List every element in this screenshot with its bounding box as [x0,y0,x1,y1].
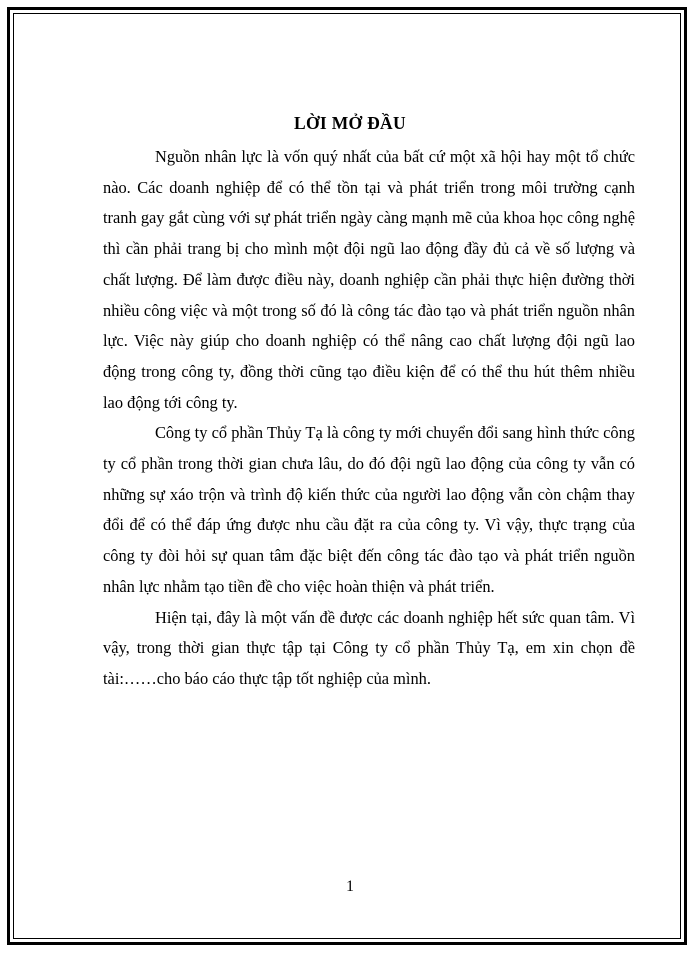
paragraph-2: Công ty cổ phần Thủy Tạ là công ty mới chuyển đổi sang hình thức công ty cổ phần trong thời gian chưa lâu, do đó đội ngũ lao động của công ty vẫn có những sự xáo trộn và trình độ kiến thức của người lao động vẫn còn chậm thay đổi để có thể đáp ứng được nhu cầu đặt ra của công ty. Vì vậy, thực trạng của công ty đòi hỏi sự quan tâm đặc biệt đến công tác đào tạo và phát triển nguồn nhân lực nhằm tạo tiền đề cho việc hoàn thiện và phát triển. [103,423,635,596]
page-number: 1 [346,878,354,895]
document-title: LỜI MỞ ĐẦU [294,113,406,133]
document-body [103,142,635,695]
paragraph-1: Nguồn nhân lực là vốn quý nhất của bất cứ một xã hội hay một tổ chức nào. Các doanh nghiệp để có thể tồn tại và phát triển trong môi trường cạnh tranh gay gắt cùng với sự phát triển ngày càng mạnh mẽ của khoa học công nghệ thì cần phải trang bị cho mình một đội ngũ lao động đầy đủ cả về số lượng và chất lượng. Để làm được điều này, doanh nghiệp cần phải thực hiện đường thời nhiều công việc và một trong số đó là công tác đào tạo và phát triển nguồn nhân lực. Việc này giúp cho doanh nghiệp có thể nâng cao chất lượng đội ngũ lao động trong công ty, đồng thời cũng tạo điều kiện để có thể thu hút thêm nhiều lao động tới công ty. [103,147,635,412]
paragraph-3: Hiện tại, đây là một vấn đề được các doanh nghiệp hết sức quan tâm. Vì vậy, trong thời gian thực tập tại Công ty cổ phần Thủy Tạ, em xin chọn đề tài:……cho báo cáo thực tập tốt nghiệp của mình. [103,607,635,688]
